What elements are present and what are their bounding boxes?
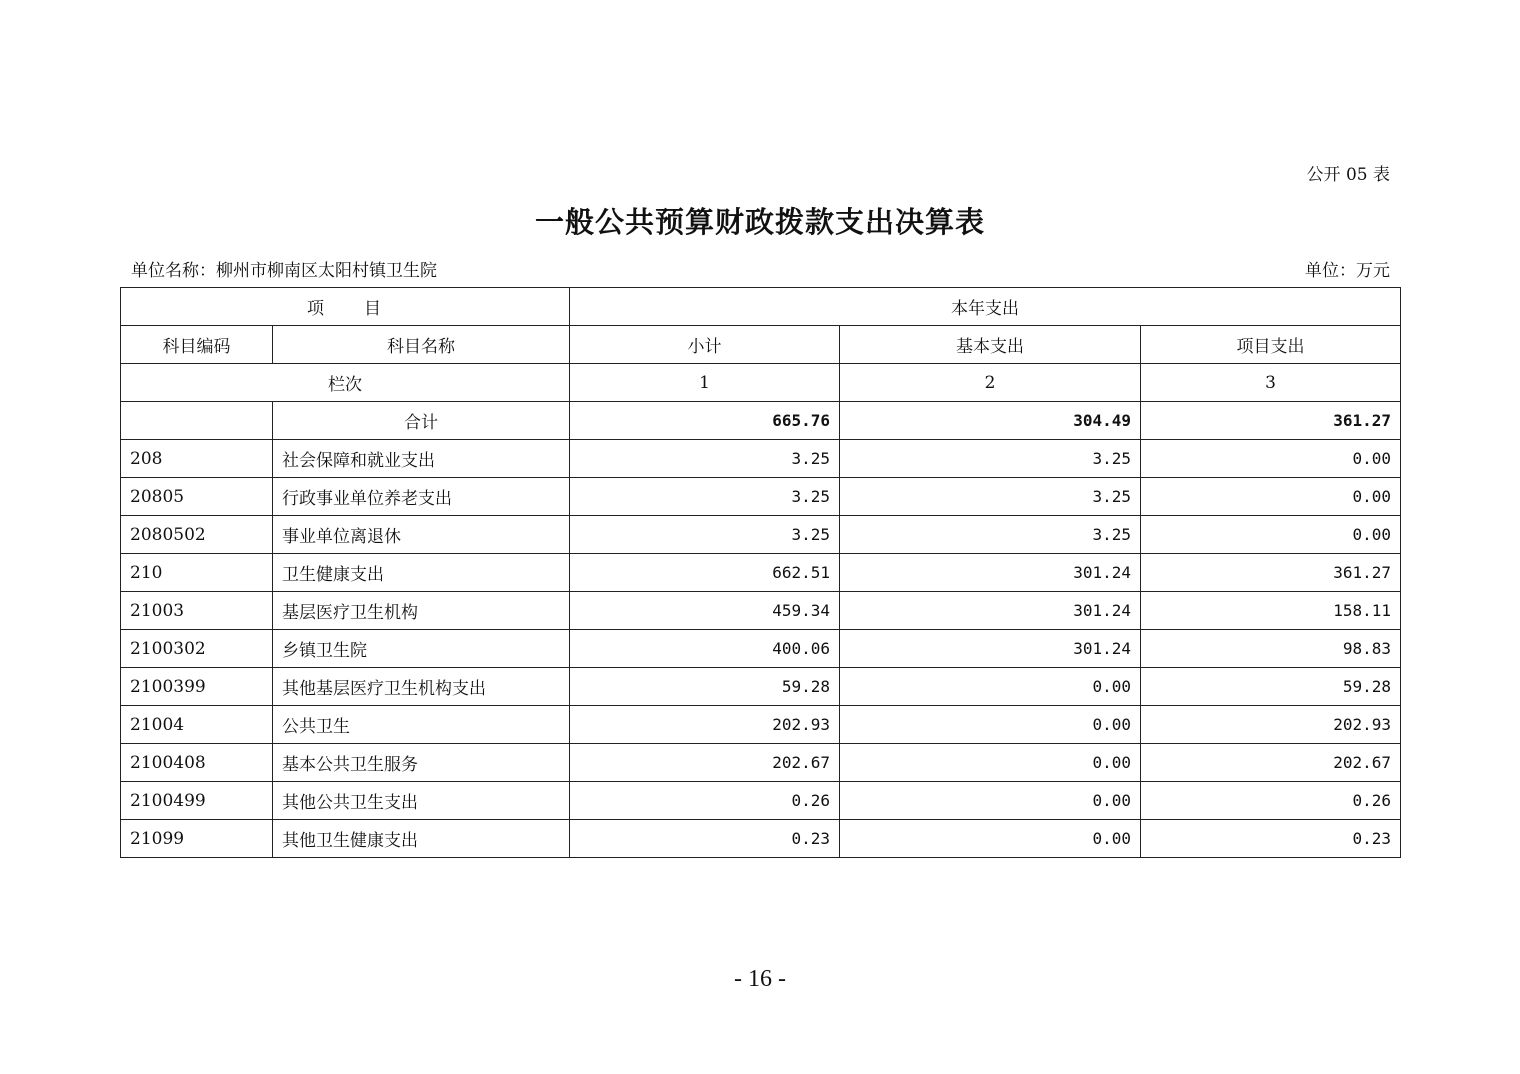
- row-subtotal: 3.25: [570, 478, 840, 516]
- row-name: 基本公共卫生服务: [273, 744, 570, 782]
- row-subtotal: 459.34: [570, 592, 840, 630]
- row-name: 事业单位离退休: [273, 516, 570, 554]
- row-code: 21004: [121, 706, 273, 744]
- row-project: 0.00: [1141, 478, 1401, 516]
- column-index-1: 1: [570, 364, 840, 402]
- header-row-1: [121, 288, 1401, 326]
- column-index-label: 栏次: [121, 364, 570, 402]
- header-row-2: [121, 326, 1401, 364]
- row-basic: 0.00: [840, 668, 1141, 706]
- table-row: [121, 820, 1401, 858]
- row-code: 21003: [121, 592, 273, 630]
- total-subtotal: 665.76: [570, 402, 840, 440]
- row-project: 0.23: [1141, 820, 1401, 858]
- table-row: [121, 440, 1401, 478]
- page-title: 一般公共预算财政拨款支出决算表: [534, 205, 985, 239]
- unit-name: 单位名称：柳州市柳南区太阳村镇卫生院: [131, 261, 437, 281]
- header-project-exp: 项目支出: [1141, 326, 1401, 364]
- header-basic: 基本支出: [840, 326, 1141, 364]
- table-row: [121, 516, 1401, 554]
- row-project: 158.11: [1141, 592, 1401, 630]
- row-subtotal: 0.26: [570, 782, 840, 820]
- form-id: 公开 05 表: [1306, 165, 1390, 185]
- row-code: 2100302: [121, 630, 273, 668]
- row-basic: 0.00: [840, 820, 1141, 858]
- row-name: 乡镇卫生院: [273, 630, 570, 668]
- row-basic: 3.25: [840, 478, 1141, 516]
- page-number: - 16 -: [734, 966, 786, 992]
- row-name: 公共卫生: [273, 706, 570, 744]
- row-project: 0.26: [1141, 782, 1401, 820]
- row-project: 0.00: [1141, 516, 1401, 554]
- table-row: [121, 744, 1401, 782]
- row-name: 其他公共卫生支出: [273, 782, 570, 820]
- row-basic: 0.00: [840, 706, 1141, 744]
- row-project: 0.00: [1141, 440, 1401, 478]
- total-project: 361.27: [1141, 402, 1401, 440]
- row-subtotal: 59.28: [570, 668, 840, 706]
- table-row: [121, 668, 1401, 706]
- row-code: 21099: [121, 820, 273, 858]
- row-subtotal: 3.25: [570, 440, 840, 478]
- row-subtotal: 3.25: [570, 516, 840, 554]
- table-row: [121, 630, 1401, 668]
- budget-table: [120, 287, 1401, 858]
- table-row: [121, 554, 1401, 592]
- row-subtotal: 662.51: [570, 554, 840, 592]
- column-index-row: [121, 364, 1401, 402]
- row-basic: 301.24: [840, 592, 1141, 630]
- row-subtotal: 0.23: [570, 820, 840, 858]
- total-row: [121, 402, 1401, 440]
- row-project: 98.83: [1141, 630, 1401, 668]
- row-code: 20805: [121, 478, 273, 516]
- header-project: 项 目: [121, 288, 570, 326]
- row-subtotal: 202.67: [570, 744, 840, 782]
- header-code: 科目编码: [121, 326, 273, 364]
- total-code: [121, 402, 273, 440]
- row-subtotal: 202.93: [570, 706, 840, 744]
- row-name: 其他卫生健康支出: [273, 820, 570, 858]
- row-basic: 0.00: [840, 744, 1141, 782]
- row-subtotal: 400.06: [570, 630, 840, 668]
- row-project: 361.27: [1141, 554, 1401, 592]
- row-basic: 3.25: [840, 440, 1141, 478]
- column-index-3: 3: [1141, 364, 1401, 402]
- header-name: 科目名称: [273, 326, 570, 364]
- row-basic: 3.25: [840, 516, 1141, 554]
- table-row: [121, 478, 1401, 516]
- row-code: 2100499: [121, 782, 273, 820]
- row-name: 社会保障和就业支出: [273, 440, 570, 478]
- row-code: 210: [121, 554, 273, 592]
- row-code: 208: [121, 440, 273, 478]
- row-basic: 301.24: [840, 630, 1141, 668]
- row-project: 202.67: [1141, 744, 1401, 782]
- header-subtotal: 小计: [570, 326, 840, 364]
- header-current-year: 本年支出: [570, 288, 1401, 326]
- row-code: 2080502: [121, 516, 273, 554]
- row-name: 其他基层医疗卫生机构支出: [273, 668, 570, 706]
- table-row: [121, 706, 1401, 744]
- column-index-2: 2: [840, 364, 1141, 402]
- row-project: 202.93: [1141, 706, 1401, 744]
- row-name: 行政事业单位养老支出: [273, 478, 570, 516]
- row-project: 59.28: [1141, 668, 1401, 706]
- row-name: 卫生健康支出: [273, 554, 570, 592]
- row-code: 2100399: [121, 668, 273, 706]
- row-basic: 0.00: [840, 782, 1141, 820]
- row-name: 基层医疗卫生机构: [273, 592, 570, 630]
- unit-label: 单位：万元: [1305, 261, 1390, 281]
- table-row: [121, 782, 1401, 820]
- table-row: [121, 592, 1401, 630]
- total-label: 合计: [273, 402, 570, 440]
- row-code: 2100408: [121, 744, 273, 782]
- row-basic: 301.24: [840, 554, 1141, 592]
- total-basic: 304.49: [840, 402, 1141, 440]
